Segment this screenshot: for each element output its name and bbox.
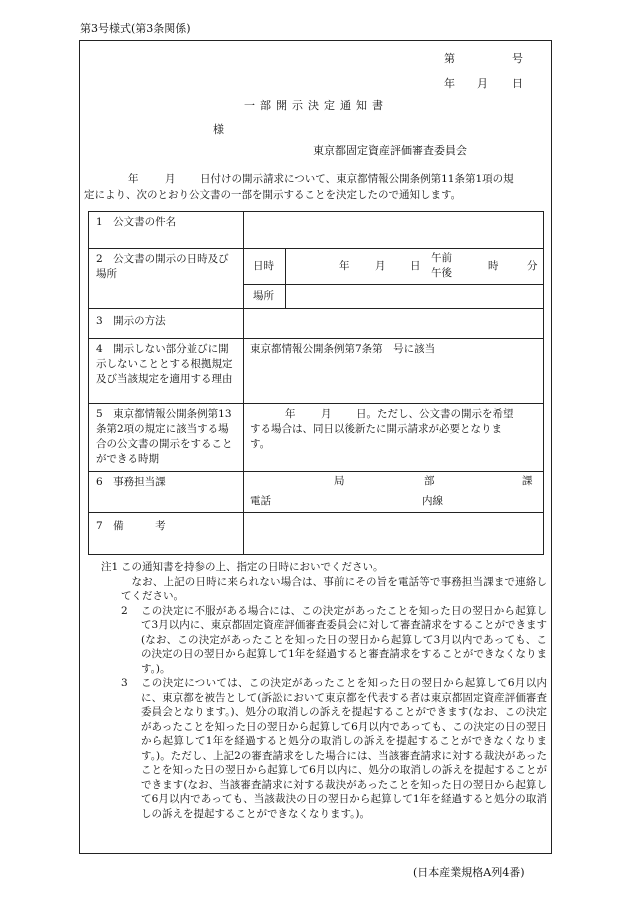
row5-label: 5 東京都情報公開条例第13条第2項の規定に該当する場合の公文書の開示をすることができる時期 (89, 404, 244, 472)
intro-year: 年 (128, 173, 139, 185)
datetime-label: 日時 (253, 260, 274, 272)
year-label: 年 (444, 77, 455, 90)
row5-year: 年 (285, 408, 296, 420)
day-label: 日 (512, 77, 523, 90)
row3-label: 3 開示の方法 (89, 309, 244, 339)
row-method (89, 309, 544, 339)
document-title: 一部開示決定通知書 (244, 99, 388, 112)
row-datetime-place (89, 249, 544, 309)
extension-label: 内線 (422, 495, 443, 507)
place-label: 場所 (253, 290, 274, 302)
row7-value (244, 513, 544, 555)
issuer-name: 東京都固定資産評価審査委員会 (313, 144, 467, 157)
row1-label: 1 公文書の件名 (89, 212, 244, 249)
row2-label: 2 公文書の開示の日時及び場所 (89, 249, 244, 309)
row5-line3: す。 (250, 438, 271, 450)
note-3: この決定については、この決定があったことを知った日の翌日から起算して6月以内に、東京都を被告として(訴訟において東京都を代表する者は東京都固定資産評価審査委員会となります。)、処分の取消しの訴えを提起することができます(なお、この決定があったことを知った日の翌日から起算して6月以内であっても、この決定の日の翌日から起算して1年を経過すると処分の取消しの訴えを提起することができなくなります。)。ただし、上記2の審査請求をした場合には、当該審査請求に対する裁決があったことを知った日の翌日から起算して6月以内に、処分の取消しの訴えを提起することができます(なお、当該審査請求に対する裁決があったことを知った日の翌日から起算して6月以内であっても、当該裁決の日の翌日から起算して1年を経過すると処分の取消しの訴えを提起することができなくなります。)。 (141, 677, 547, 820)
dt-minute: 分 (527, 260, 538, 272)
notes-section (101, 560, 547, 821)
note-1a: この通知書を持参の上、指定の日時においでください。 (121, 561, 384, 573)
number-suffix: 号 (512, 52, 523, 65)
month-label: 月 (477, 77, 488, 90)
note-3-num: 3 (121, 677, 128, 689)
row-disclosure-period (89, 404, 544, 472)
note-2: この決定に不服がある場合には、この決定があったことを知った日の翌日から起算して3月以内に、東京都固定資産評価審査委員会に対して審査請求をすることができます(なお、この決定があったことを知った日の翌日から起算して3月以内であっても、この決定の日の翌日から起算して1年を経過すると審査請求をすることができなくなります。)。 (141, 604, 547, 675)
dt-am: 午前 (431, 252, 452, 264)
bureau-label: 局 (334, 475, 345, 487)
department-label: 部 (424, 475, 435, 487)
section-label: 課 (522, 475, 533, 487)
notes-head: 注1 (101, 561, 119, 573)
intro-month: 月 (165, 173, 176, 185)
row5-month: 月 (321, 408, 332, 420)
row5-line1: 日。ただし、公文書の開示を希望 (356, 408, 514, 420)
row-remarks (89, 513, 544, 555)
note-1b: なお、上記の日時に来られない場合は、事前にその旨を電話等で事務担当課まで連絡してください。 (121, 575, 547, 602)
intro-line1: 日付けの開示請求について、東京都情報公開条例第11条第1項の規 (200, 173, 514, 185)
row-department (89, 472, 544, 513)
form-label: 第3号様式(第3条関係) (80, 22, 191, 35)
phone-label: 電話 (250, 495, 271, 507)
row-document-name (89, 212, 544, 249)
dt-hour: 時 (488, 260, 499, 272)
row6-label: 6 事務担当課 (89, 472, 244, 513)
intro-line2: 定により、次のとおり公文書の一部を開示することを決定したので通知します。 (84, 189, 462, 201)
row7-label: 7 備 考 (89, 513, 244, 555)
dt-pm: 午後 (431, 267, 452, 279)
disclosure-table (88, 211, 544, 555)
note-2-num: 2 (121, 604, 128, 617)
row5-line2: する場合は、同日以後新たに開示請求が必要となりま (250, 423, 502, 435)
dt-year: 年 (339, 260, 350, 272)
addressee-suffix: 様 (213, 123, 224, 136)
number-label: 第 (444, 52, 455, 65)
row4-value: 東京都情報公開条例第7条第 号に該当 (244, 339, 544, 404)
row1-value (244, 212, 544, 249)
paper-size-note: (日本産業規格A列4番) (413, 866, 525, 879)
row3-value (244, 309, 544, 339)
dt-month: 月 (375, 260, 386, 272)
dt-day: 日 (410, 260, 421, 272)
row-nondisclosure (89, 339, 544, 404)
row4-label: 4 開示しない部分並びに開示しないこととする根拠規定及び当該規定を適用する理由 (89, 339, 244, 404)
